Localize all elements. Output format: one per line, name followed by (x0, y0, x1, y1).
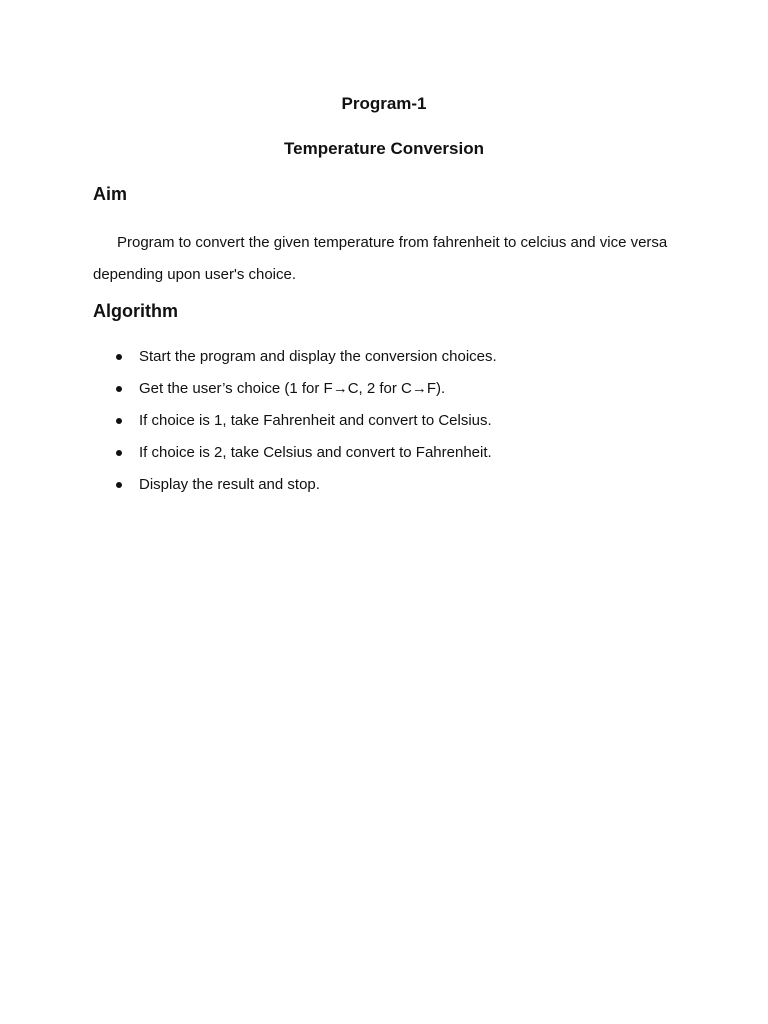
aim-text: Program to convert the given temperature from fahrenheit to celcius and vice versa depending upon user's choice. (93, 234, 668, 283)
bullet-icon (116, 482, 122, 488)
algorithm-step (93, 345, 693, 377)
bullet-icon (116, 386, 122, 392)
algorithm-step-text: Get the user’s choice (1 for F→C, 2 for C→F). (139, 380, 446, 397)
aim-heading: Aim (93, 184, 128, 204)
bullet-icon (116, 418, 122, 424)
bullet-icon (116, 450, 122, 456)
algorithm-step (93, 377, 693, 409)
algorithm-step-text: If choice is 1, take Fahrenheit and convert to Celsius. (139, 412, 492, 429)
topic-title: Temperature Conversion (284, 139, 484, 158)
algorithm-step-text: Display the result and stop. (139, 476, 320, 493)
algorithm-step (93, 441, 693, 473)
algorithm-step (93, 409, 693, 441)
algorithm-heading: Algorithm (93, 301, 178, 321)
algorithm-step-text: If choice is 2, take Celsius and convert to Fahrenheit. (139, 444, 492, 461)
program-title: Program-1 (341, 94, 427, 113)
bullet-icon (116, 354, 122, 360)
algorithm-step-text: Start the program and display the conversion choices. (139, 348, 497, 365)
algorithm-list (93, 345, 693, 505)
algorithm-step (93, 473, 693, 505)
